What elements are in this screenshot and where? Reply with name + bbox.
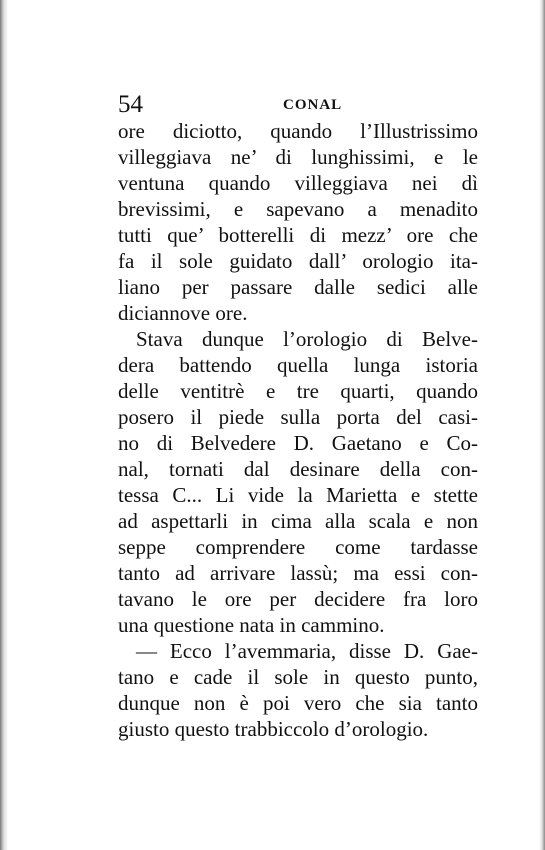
page-header — [118, 92, 473, 118]
text-line: ore diciotto, quando l’Illustrissimo — [118, 119, 478, 143]
text-line: ventuna quando villeggiava nei dì — [118, 171, 478, 195]
text-line: tutti que’ botterelli di mezz’ ore che — [118, 223, 478, 247]
page-edge-left — [0, 0, 8, 850]
text-line: diciannove ore. — [118, 301, 248, 325]
page-edge-right — [539, 0, 545, 850]
text-line: tessa C... Li vide la Marietta e stette — [118, 483, 478, 507]
text-line: nal, tornati dal desinare della con- — [118, 457, 478, 481]
text-line: tavano le ore per decidere fra loro — [118, 587, 478, 611]
text-line: tanto ad arrivare lassù; ma essi con- — [118, 561, 478, 585]
running-head: CONAL — [283, 97, 343, 113]
text-line: una questione nata in cammino. — [118, 613, 385, 637]
text-line: no di Belvedere D. Gaetano e Co- — [118, 431, 478, 455]
text-line: villeggiava ne’ di lunghissimi, e le — [118, 145, 478, 169]
text-line: ad aspettarli in cima alla scala e non — [118, 509, 478, 533]
body-text — [118, 118, 478, 742]
page-number: 54 — [118, 91, 143, 118]
text-line: delle ventitrè e tre quarti, quando — [118, 379, 478, 403]
text-line: giusto questo trabbiccolo d’orologio. — [118, 717, 429, 741]
text-line: tano e cade il sole in questo punto, — [118, 665, 478, 689]
text-line: Stava dunque l’orologio di Belve- — [136, 327, 478, 351]
text-line: fa il sole guidato dall’ orologio ita- — [118, 249, 478, 273]
text-line: liano per passare dalle sedici alle — [118, 275, 478, 299]
text-line: brevissimi, e sapevano a menadito — [118, 197, 478, 221]
text-line: posero il piede sulla porta del casi- — [118, 405, 478, 429]
text-line: dunque non è poi vero che sia tanto — [118, 691, 478, 715]
text-line: dera battendo quella lunga istoria — [118, 353, 478, 377]
text-line: seppe comprendere come tardasse — [118, 535, 478, 559]
text-line: — Ecco l’avemmaria, disse D. Gae- — [136, 639, 478, 663]
